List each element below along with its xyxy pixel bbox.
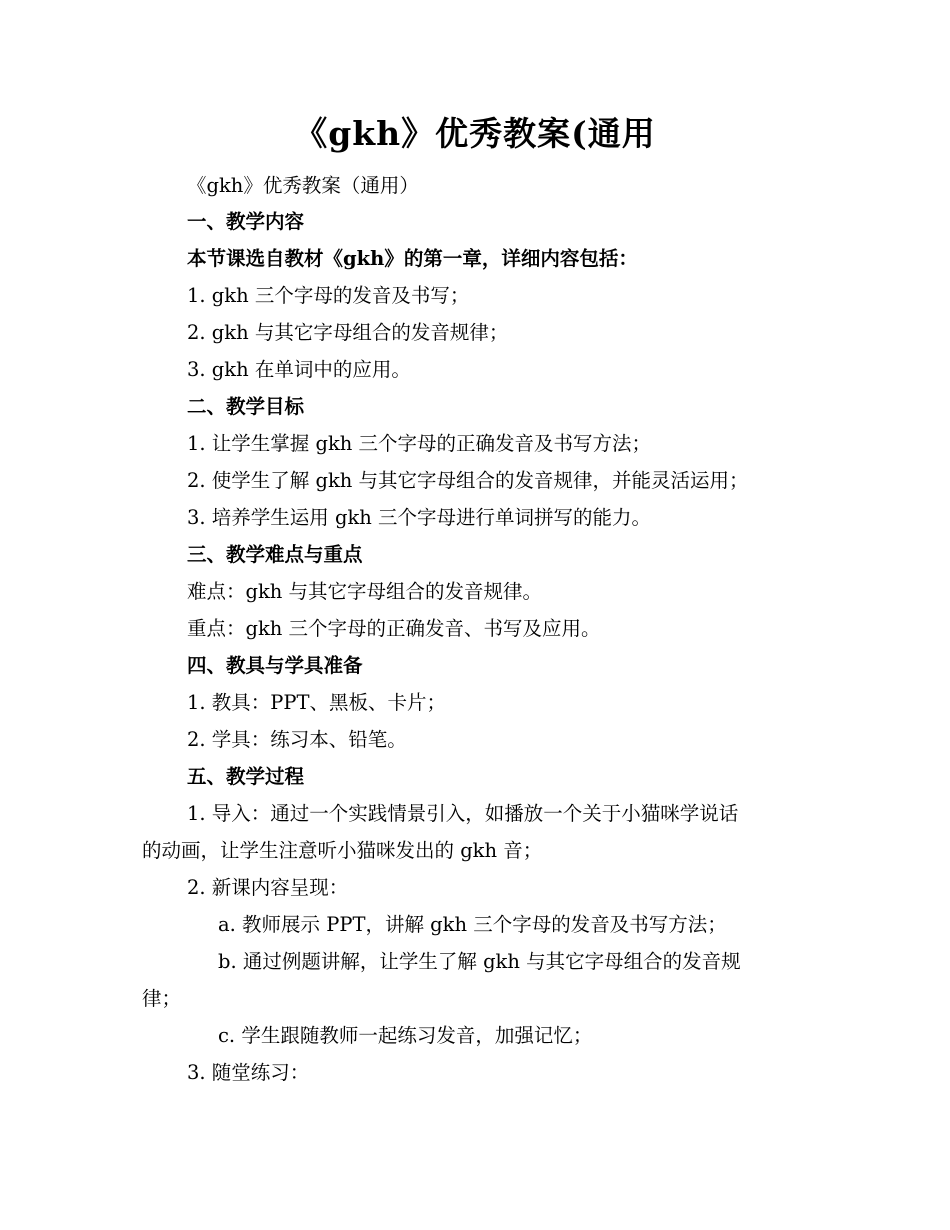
section-heading-process: 五、教学过程: [187, 765, 305, 788]
process-substep-continuation: 律；: [142, 987, 182, 1010]
list-item: 2. 使学生了解 gkh 与其它字母组合的发音规律，并能灵活运用；: [187, 469, 749, 492]
section-heading-materials: 四、教具与学具准备: [187, 654, 363, 677]
document-title: 《gkh》优秀教案(通用: [294, 114, 656, 153]
process-step: 3. 随堂练习：: [187, 1061, 310, 1084]
list-item: 1. 教具：PPT、黑板、卡片；: [187, 691, 447, 714]
list-item: 1. gkh 三个字母的发音及书写；: [187, 284, 470, 307]
difficulty-text: 难点：gkh 与其它字母组合的发音规律。: [187, 580, 543, 603]
process-substep: a. 教师展示 PPT，讲解 gkh 三个字母的发音及书写方法；: [218, 913, 727, 936]
list-item: 3. gkh 在单词中的应用。: [187, 358, 411, 381]
list-item: 1. 让学生掌握 gkh 三个字母的正确发音及书写方法；: [187, 432, 652, 455]
section-heading-difficulty: 三、教学难点与重点: [187, 543, 363, 566]
list-item: 3. 培养学生运用 gkh 三个字母进行单词拼写的能力。: [187, 506, 652, 529]
document-subtitle: 《gkh》优秀教案（通用）: [187, 174, 419, 197]
process-step: 1. 导入：通过一个实践情景引入，如播放一个关于小猫咪学说话: [187, 802, 739, 825]
process-step: 2. 新课内容呈现：: [187, 876, 349, 899]
key-point-text: 重点：gkh 三个字母的正确发音、书写及应用。: [187, 617, 601, 640]
section-intro: 本节课选自教材《gkh》的第一章，详细内容包括：: [187, 247, 638, 270]
section-heading-goals: 二、教学目标: [187, 395, 305, 418]
process-substep: b. 通过例题讲解，让学生了解 gkh 与其它字母组合的发音规: [218, 950, 741, 973]
process-step-continuation: 的动画，让学生注意听小猫咪发出的 gkh 音；: [142, 839, 543, 862]
section-heading-content: 一、教学内容: [187, 210, 305, 233]
list-item: 2. gkh 与其它字母组合的发音规律；: [187, 321, 509, 344]
process-substep: c. 学生跟随教师一起练习发音，加强记忆；: [218, 1024, 593, 1047]
list-item: 2. 学具：练习本、铅笔。: [187, 728, 407, 751]
